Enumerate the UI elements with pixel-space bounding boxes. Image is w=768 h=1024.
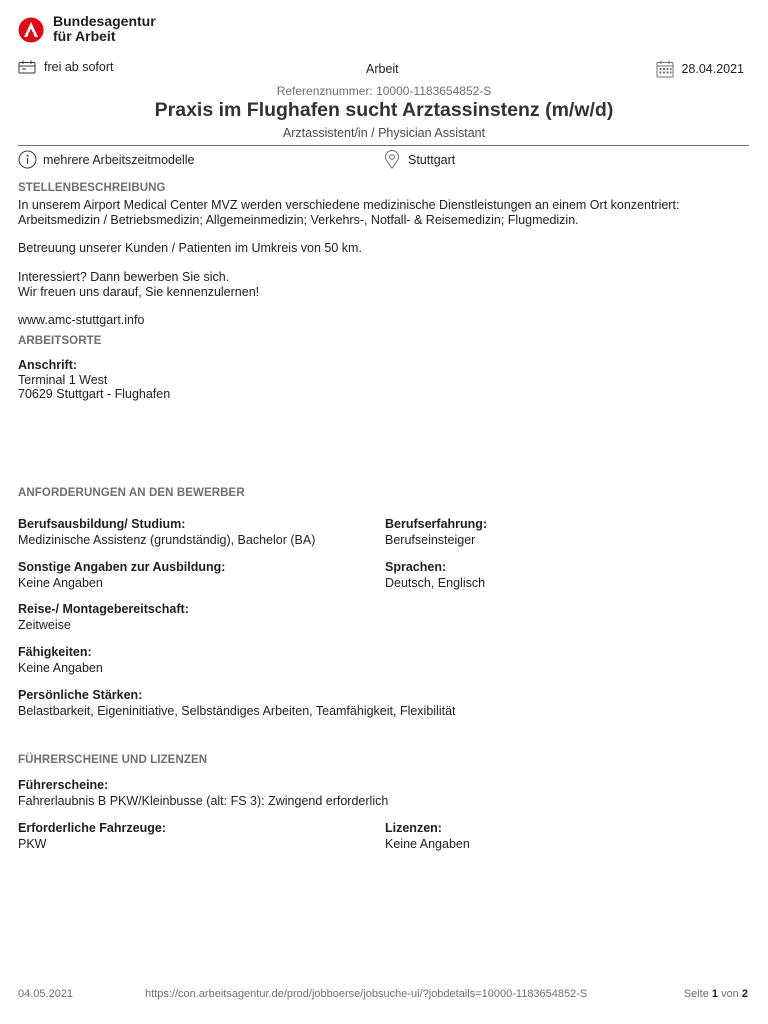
address-label: Anschrift: (18, 358, 78, 372)
publish-date (656, 60, 744, 78)
field-label: Fähigkeiten: (18, 645, 92, 659)
field-label: Sprachen: (385, 560, 447, 574)
job-category: Arbeit (366, 62, 399, 76)
description-paragraph-1 (18, 198, 748, 227)
ba-logo-icon (18, 17, 44, 43)
availability (18, 60, 113, 74)
field-licenses (385, 820, 470, 852)
field-value: Deutsch, Englisch (385, 576, 486, 590)
reference-number: Referenznummer: 10000-1183654852-S (276, 84, 492, 98)
description-paragraph-3 (18, 270, 748, 299)
field-value: Medizinische Assistenz (grundständig), Bachelor (BA) (18, 533, 316, 547)
calendar-icon (656, 60, 674, 78)
field-label: Berufserfahrung: (385, 517, 488, 531)
description-line: Arbeitsmedizin / Betriebsmedizin; Allgemeinmedizin; Verkehrs-, Notfall- & Reisemedizin; Flugmedizin. (18, 212, 579, 227)
field-value: Berufseinsteiger (385, 533, 476, 547)
page-of: von (721, 988, 739, 1000)
footer-page-number (684, 988, 748, 1000)
field-drivers-license (18, 777, 388, 809)
field-value: Keine Angaben (18, 576, 103, 590)
field-vehicles (18, 820, 166, 852)
field-label: Berufsausbildung/ Studium: (18, 517, 186, 531)
section-heading-requirements: ANFORDERUNGEN AN DEN BEWERBER (18, 487, 245, 499)
meta-row (18, 60, 744, 78)
field-value: Fahrerlaubnis B PKW/Kleinbusse (alt: FS 3): Zwingend erforderlich (18, 794, 389, 808)
info-icon (18, 150, 37, 169)
field-label: Reise-/ Montagebereitschaft: (18, 602, 189, 616)
field-label: Sonstige Angaben zur Ausbildung: (18, 560, 226, 574)
logo-line-1: Bundesagentur (53, 13, 156, 29)
logo-line-2: für Arbeit (53, 28, 116, 44)
description-line: Interessiert? Dann bewerben Sie sich. (18, 270, 230, 284)
calendar-icon (18, 60, 36, 74)
field-label: Erforderliche Fahrzeuge: (18, 821, 166, 835)
page-current: 1 (711, 988, 718, 1000)
field-value: Keine Angaben (18, 661, 103, 675)
company-website: www.amc-stuttgart.info (18, 313, 145, 327)
field-travel (18, 601, 189, 633)
job-subtitle: Arztassistent/in / Physician Assistant (282, 126, 486, 140)
field-label: Lizenzen: (385, 821, 442, 835)
field-value: Belastbarkeit, Eigeninitiative, Selbständiges Arbeiten, Teamfähigkeit, Flexibilität (18, 704, 456, 718)
section-heading-locations: ARBEITSORTE (18, 335, 102, 347)
address-line: 70629 Stuttgart - Flughafen (18, 387, 171, 401)
field-value: Keine Angaben (385, 837, 470, 851)
page-title: Praxis im Flughafen sucht Arztassinstenz (m/w/d) (154, 99, 614, 121)
address-block (18, 358, 748, 402)
divider (18, 145, 749, 146)
page-total: 2 (741, 988, 748, 1000)
publish-date-text: 28.04.2021 (681, 62, 744, 76)
footer-url[interactable]: https://con.arbeitsagentur.de/prod/jobboerse/jobsuche-ui/?jobdetails=10000-1183654852-S (145, 988, 588, 1000)
info-row (18, 150, 749, 170)
working-time-text: mehrere Arbeitszeitmodelle (43, 152, 195, 167)
working-time (18, 150, 194, 169)
page-prefix: Seite (683, 988, 709, 1000)
field-value: Zeitweise (18, 618, 71, 632)
field-label: Persönliche Stärken: (18, 688, 143, 702)
footer-print-date: 04.05.2021 (18, 988, 74, 1000)
work-location-text: Stuttgart (408, 152, 456, 167)
description-line: Wir freuen uns darauf, Sie kennenzulernen! (18, 284, 260, 299)
field-value: PKW (18, 837, 47, 851)
address-line: Terminal 1 West (18, 372, 108, 387)
field-languages (385, 559, 485, 591)
availability-text: frei ab sofort (44, 60, 114, 74)
field-label: Führerscheine: (18, 778, 109, 792)
field-other-training (18, 559, 225, 591)
field-skills (18, 644, 103, 676)
description-paragraph-2: Betreuung unserer Kunden / Patienten im Umkreis von 50 km. (18, 241, 362, 255)
description-line: In unserem Airport Medical Center MVZ werden verschiedene medizinische Dienstleistungen an einem Ort konzentriert: (18, 198, 680, 212)
section-heading-licenses: FÜHRERSCHEINE UND LIZENZEN (18, 754, 208, 766)
field-experience (385, 516, 487, 548)
location-pin-icon (384, 150, 400, 169)
section-heading-description: STELLENBESCHREIBUNG (18, 182, 166, 194)
field-strengths (18, 687, 456, 719)
logo-wordmark (53, 14, 156, 44)
field-education (18, 516, 315, 548)
work-location (384, 150, 455, 169)
